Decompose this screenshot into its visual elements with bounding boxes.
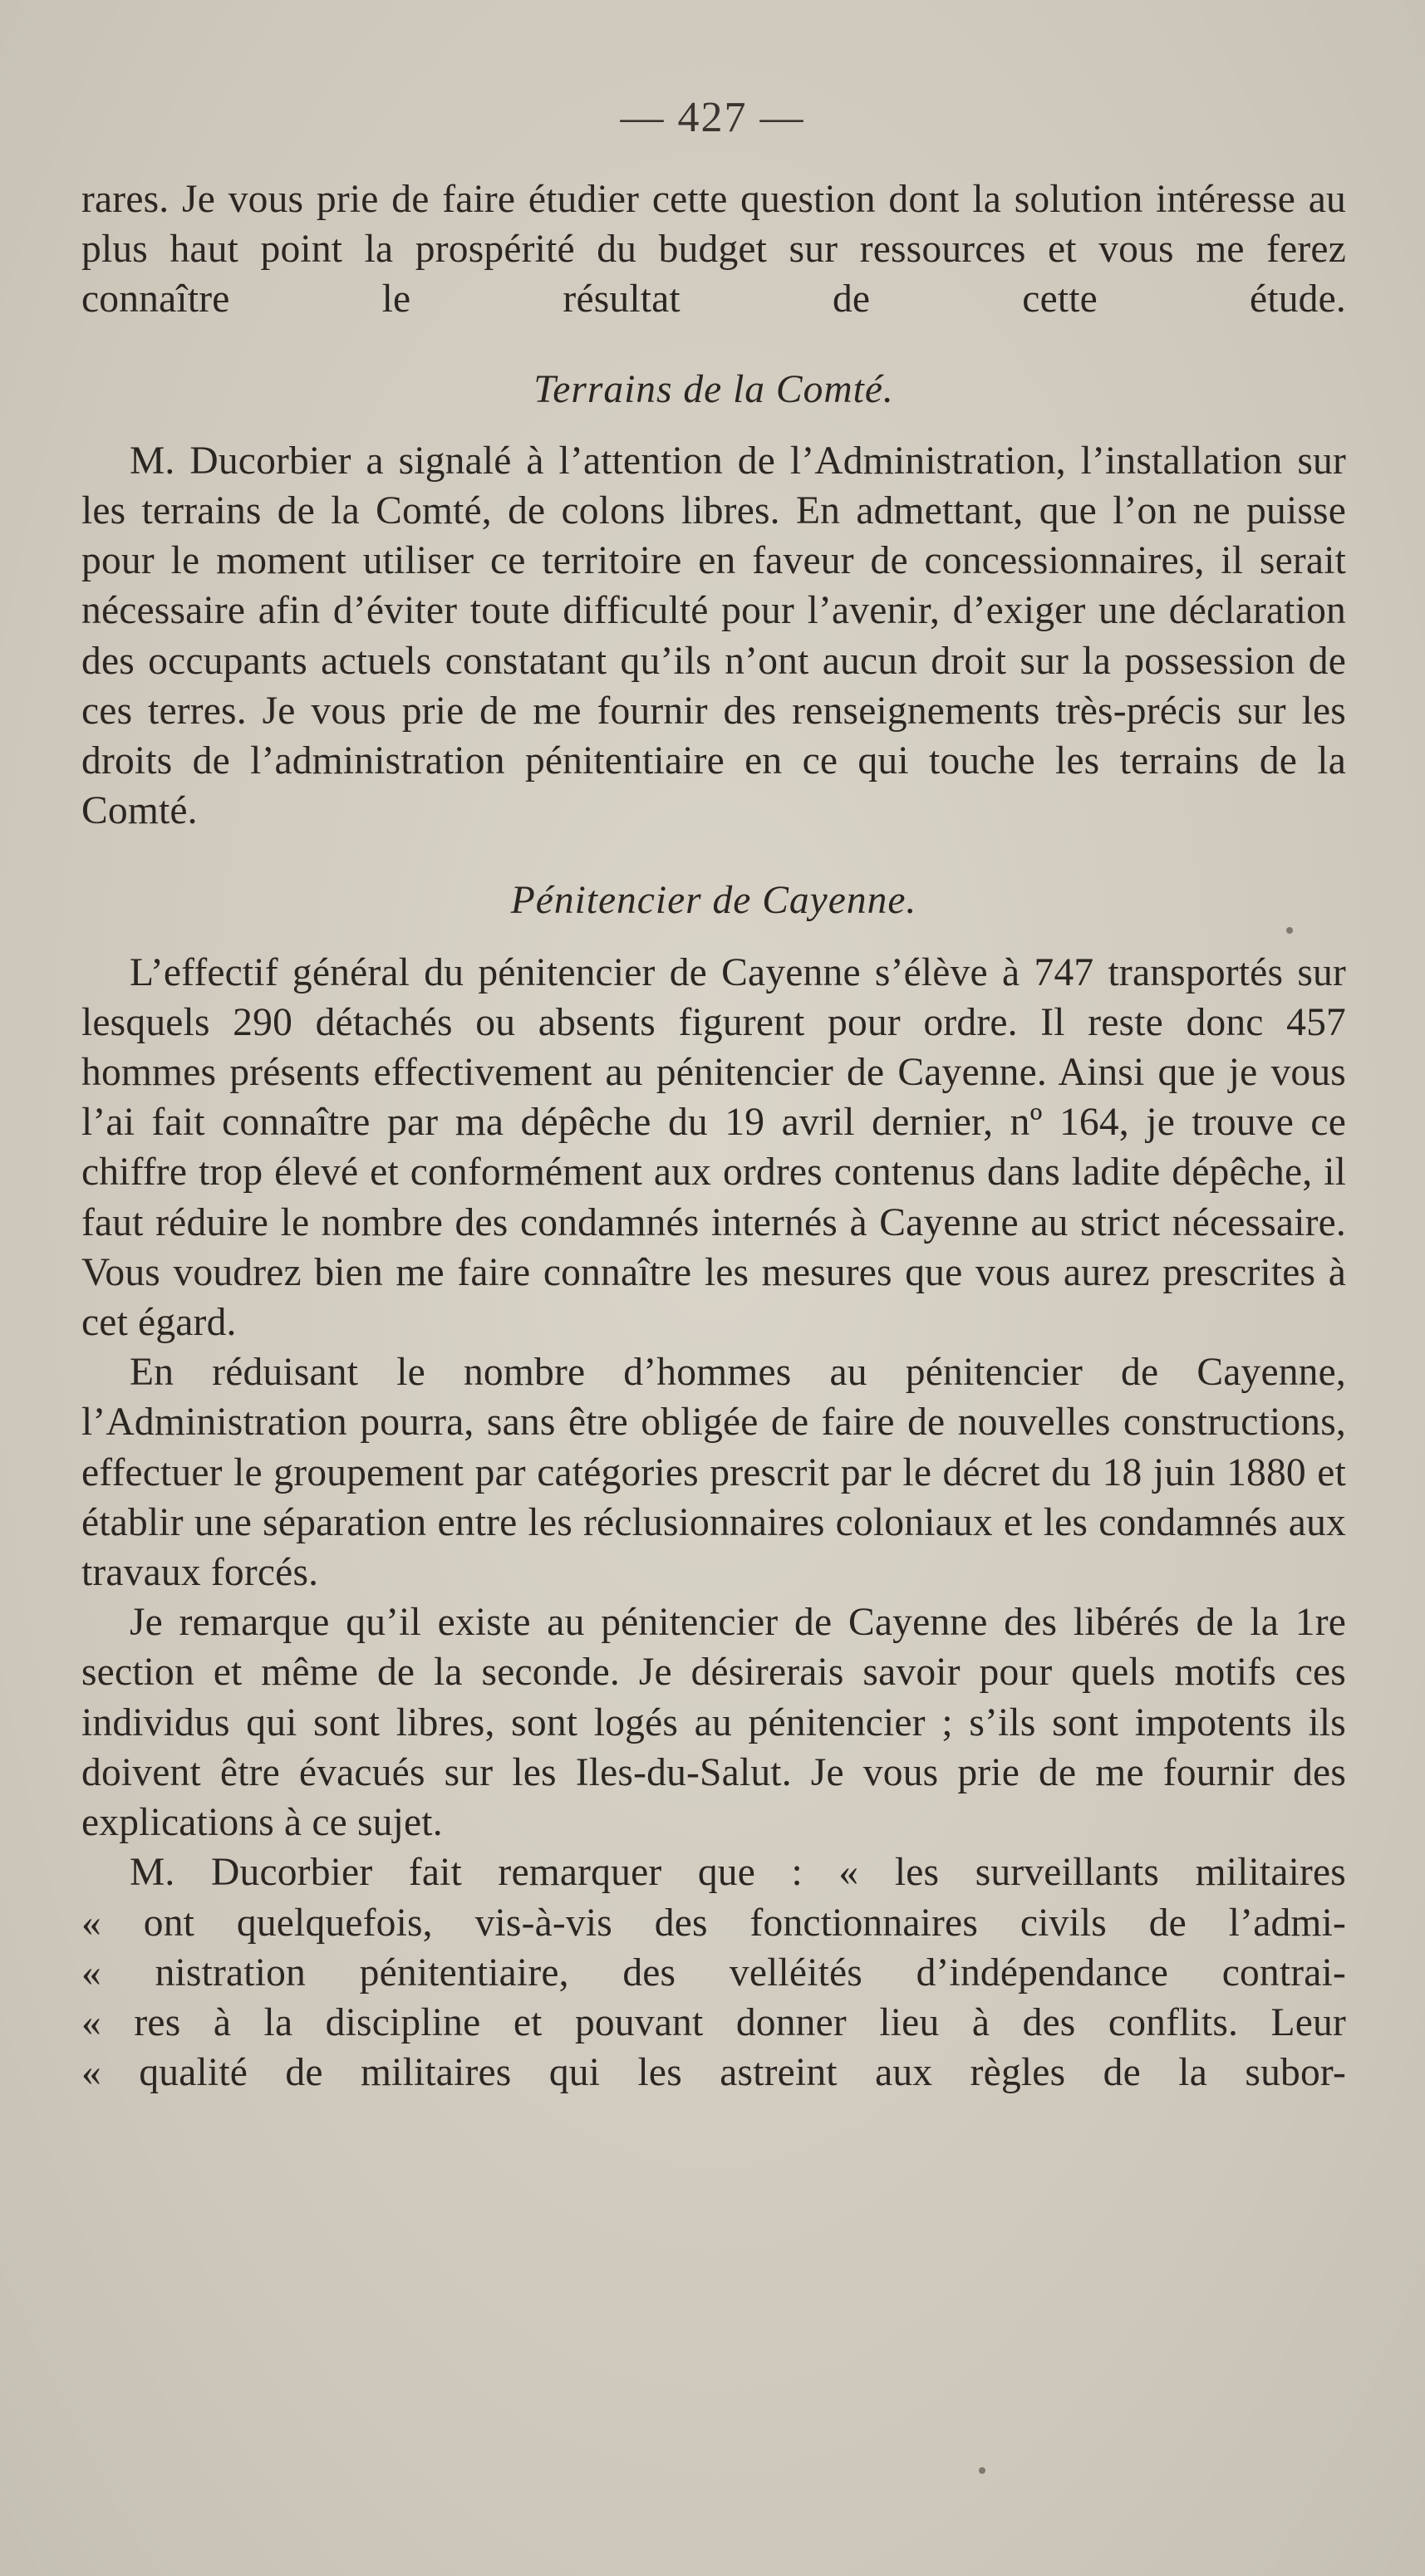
quote-line: « qualité de militaires qui les astreint aux règles de la subor- bbox=[81, 2051, 1346, 2095]
paragraph-terrains: M. Ducorbier a signalé à l’attention de l’Administration, l’installation sur les terrains de la Comté, de colons libres. En admettant, que l’on ne puisse pour le moment utiliser ce territoire en faveur de concessionnaires, il serait nécessaire afin d’éviter toute difficulté pour l’avenir, d’exiger une déclaration des occupants actuels constatant qu’ils n’ont aucun droit sur la possession de ces terres. Je vous prie de me fournir des renseignements très-précis sur les droits de l’administration pénitentiaire en ce qui touche les terrains de la Comté. bbox=[81, 439, 1346, 833]
paragraph-continuation: rares. Je vous prie de faire étudier cette question dont la solution intéresse au plus haut point la prospérité du budget sur ressources et vous me ferez connaître le résultat de cette étude. bbox=[81, 178, 1346, 321]
body-text bbox=[81, 174, 1346, 2098]
paragraph-reduction: En réduisant le nombre d’hommes au pénitencier de Cayenne, l’Administration pourra, sans être obligée de faire de nouvelles constructions, effectuer le groupement par catégories prescrit par le décret du 18 juin 1880 et établir une séparation entre les réclusionnaires coloniaux et les condamnés aux travaux forcés. bbox=[81, 1351, 1346, 1595]
quote-line: « nistration pénitentiaire, des velléités d’indépendance contrai- bbox=[81, 1950, 1346, 1995]
page-number: — 427 — bbox=[620, 94, 805, 141]
paragraph-effectif: L’effectif général du pénitencier de Cayenne s’élève à 747 transportés sur lesquels 290 détachés ou absents figurent pour ordre. Il reste donc 457 hommes présents effectivement au pénitencier de Cayenne. Ainsi que je vous l’ai fait connaître par ma dépêche du 19 avril dernier, nº 164, je trouve ce chiffre trop élevé et conformément aux ordres contenus dans ladite dépêche, il faut réduire le nombre des condamnés internés à Cayenne au strict nécessaire. Vous voudrez bien me faire connaître les mesures que vous aurez prescrites à cet égard. bbox=[81, 950, 1346, 1345]
paragraph-ducorbier-intro: M. Ducorbier fait remarquer que : « les surveillants militaires bbox=[130, 1851, 1346, 1895]
quote-line: « res à la discipline et pouvant donner lieu à des conflits. Leur bbox=[81, 2000, 1346, 2044]
paper-speck bbox=[979, 2467, 985, 2474]
paragraph-liberes: Je remarque qu’il existe au pénitencier de Cayenne des libérés de la 1re section et même de la seconde. Je désirerais savoir pour quels motifs ces individus qui sont libres, sont logés au pénitencier ; s’ils sont impotents ils doivent être évacués sur les Iles-du-Salut. Je vous prie de me fournir des explications à ce sujet. bbox=[81, 1601, 1346, 1845]
section-heading-terrains: Terrains de la Comté. bbox=[533, 367, 894, 411]
paper-speck bbox=[1286, 927, 1293, 934]
quote-line: « ont quelquefois, vis-à-vis des fonctionnaires civils de l’admi- bbox=[81, 1901, 1346, 1945]
section-heading-penitencier: Pénitencier de Cayenne. bbox=[510, 879, 917, 923]
